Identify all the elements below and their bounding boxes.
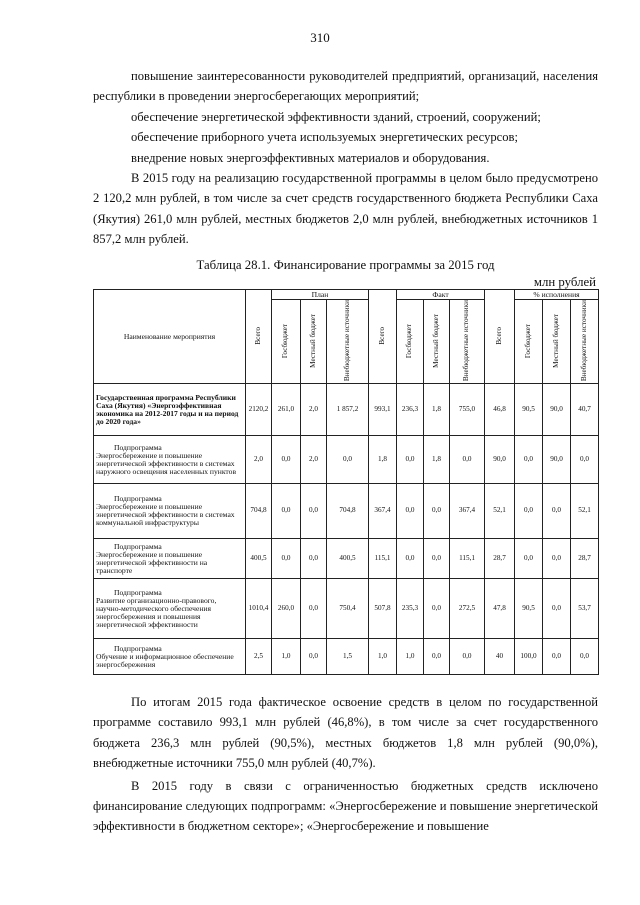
row-value: 750,4 (327, 579, 369, 639)
row-value: 261,0 (272, 384, 301, 436)
row-value: 755,0 (450, 384, 485, 436)
row-value: 1,0 (397, 639, 424, 675)
table-row (94, 484, 599, 539)
row-value: 1010,4 (246, 579, 272, 639)
outro-text (93, 692, 598, 837)
row-value: 0,0 (543, 484, 571, 539)
row-title: Энергосбережение и повышение энергетической эффективности на транспорте (96, 549, 208, 575)
outro-paragraph: В 2015 году в связи с ограниченностью бюджетных средств исключено финансирование следующих подпрограмм: «Энергосбережение и повышение энергетической эффективности в бюджетном секторе»; «Энергосбережение и повышение (93, 778, 598, 834)
row-value: 0,0 (543, 539, 571, 579)
row-value: 272,5 (450, 579, 485, 639)
intro-paragraph: обеспечение приборного учета используемых энергетических ресурсов; (131, 130, 518, 145)
row-value: 115,1 (369, 539, 397, 579)
row-name (94, 436, 246, 484)
row-value: 90,0 (543, 384, 571, 436)
row-name: Государственная программа Республики Саха (Якутия) «Энергоэффективная экономика на 2012-2017 годы и на период до 2020 года» (94, 384, 246, 436)
header-sub-extra: Внебюджетные источники (327, 300, 369, 384)
header-sub-gos: Госбюджет (515, 300, 543, 384)
row-value: 0,0 (272, 484, 301, 539)
table-row (94, 639, 599, 675)
row-prefix: Подпрограмма (114, 643, 162, 653)
row-value: 28,7 (571, 539, 599, 579)
row-value: 0,0 (301, 484, 327, 539)
row-name (94, 539, 246, 579)
row-value: 0,0 (301, 639, 327, 675)
row-value: 90,0 (543, 436, 571, 484)
row-value: 236,3 (397, 384, 424, 436)
row-title: Энергосбережение и повышение энергетической эффективности в системах коммунальной инфраструктуры (96, 502, 235, 528)
row-value: 0,0 (424, 579, 450, 639)
row-value: 2,5 (246, 639, 272, 675)
header-sub-local: Местный бюджет (424, 300, 450, 384)
financing-table (93, 289, 599, 675)
row-prefix: Подпрограмма (114, 541, 162, 551)
row-title: Обучение и информационное обеспечение энергосбережения (96, 651, 234, 669)
row-value: 0,0 (327, 436, 369, 484)
row-value: 1,8 (424, 436, 450, 484)
row-title: Развитие организационно-правового, научно-методического обеспечения энергосбережения и повышения энергетической эффективности (96, 595, 217, 629)
table-caption: Таблица 28.1. Финансирование программы за 2015 год (196, 258, 495, 272)
row-title: Энергосбережение и повышение энергетической эффективности в системах наружного освещения населенных пунктов (96, 450, 237, 476)
header-fact-total: Всего (369, 290, 397, 384)
row-value: 0,0 (397, 436, 424, 484)
intro-paragraph: В 2015 году на реализацию государственной программы в целом было предусмотрено 2 120,2 млн рублей, в том числе за счет средств государственного бюджета Республики Саха (Якутия) 261,0 млн рублей, местных бюджетов 2,0 млн рублей, внебюджетных источников 1 857,2 млн рублей. (93, 171, 598, 247)
row-value: 46,8 (485, 384, 515, 436)
row-value: 0,0 (424, 484, 450, 539)
row-value: 90,5 (515, 579, 543, 639)
header-pct: % исполнения (515, 290, 599, 300)
header-fact: Факт (397, 290, 485, 300)
row-value: 2,0 (246, 436, 272, 484)
header-plan: План (272, 290, 369, 300)
outro-paragraph: По итогам 2015 года фактическое освоение средств в целом по государственной программе составило 993,1 млн рублей (46,8%), в том числе за счет государственного бюджета 236,3 млн рублей (90,5%), местных бюджетов 1,8 млн рублей (90,0%), внебюджетные источники 755,0 млн рублей (40,7%). (93, 695, 598, 771)
row-value: 1,5 (327, 639, 369, 675)
row-prefix: Подпрограмма (114, 587, 162, 597)
row-value: 2,0 (301, 436, 327, 484)
row-value: 53,7 (571, 579, 599, 639)
row-value: 0,0 (397, 539, 424, 579)
row-value: 0,0 (424, 539, 450, 579)
row-value: 90,0 (485, 436, 515, 484)
row-value: 28,7 (485, 539, 515, 579)
row-value: 40,7 (571, 384, 599, 436)
row-value: 1,0 (369, 639, 397, 675)
row-value: 0,0 (424, 639, 450, 675)
row-value: 367,4 (450, 484, 485, 539)
table-row (94, 539, 599, 579)
row-value: 0,0 (301, 539, 327, 579)
row-value: 260,0 (272, 579, 301, 639)
header-sub-local: Местный бюджет (543, 300, 571, 384)
row-value: 704,8 (327, 484, 369, 539)
intro-paragraph: повышение заинтересованности руководителей предприятий, организаций, населения республики в проведении энергосберегающих мероприятий; (93, 69, 598, 104)
header-sub-local: Местный бюджет (301, 300, 327, 384)
row-value: 1,8 (424, 384, 450, 436)
row-value: 1,8 (369, 436, 397, 484)
row-value: 400,5 (246, 539, 272, 579)
header-sub-gos: Госбюджет (272, 300, 301, 384)
table-row (94, 384, 599, 436)
row-value: 2,0 (301, 384, 327, 436)
row-value: 0,0 (515, 436, 543, 484)
header-name: Наименование мероприятия (94, 290, 246, 384)
intro-paragraph: обеспечение энергетической эффективности зданий, строений, сооружений; (131, 109, 541, 124)
row-name (94, 639, 246, 675)
row-value: 0,0 (543, 639, 571, 675)
row-value: 0,0 (571, 639, 599, 675)
row-value: 100,0 (515, 639, 543, 675)
row-value: 0,0 (301, 579, 327, 639)
row-value: 2120,2 (246, 384, 272, 436)
row-value: 47,8 (485, 579, 515, 639)
row-value: 40 (485, 639, 515, 675)
row-value: 704,8 (246, 484, 272, 539)
row-value: 235,3 (397, 579, 424, 639)
row-value: 52,1 (571, 484, 599, 539)
row-value: 0,0 (397, 484, 424, 539)
row-value: 0,0 (515, 539, 543, 579)
header-sub-extra: Внебюджетные источники (571, 300, 599, 384)
row-value: 0,0 (450, 639, 485, 675)
row-value: 52,1 (485, 484, 515, 539)
header-sub-extra: Внебюджетные источники (450, 300, 485, 384)
row-name (94, 579, 246, 639)
intro-paragraph: внедрение новых энергоэффективных материалов и оборудования. (131, 150, 490, 165)
table-unit: млн рублей (533, 275, 596, 289)
row-value: 90,5 (515, 384, 543, 436)
row-prefix: Подпрограмма (114, 494, 162, 504)
row-value: 507,8 (369, 579, 397, 639)
row-name (94, 484, 246, 539)
row-value: 1,0 (272, 639, 301, 675)
table-row (94, 436, 599, 484)
row-value: 1 857,2 (327, 384, 369, 436)
row-value: 0,0 (450, 436, 485, 484)
page-number: 310 (310, 30, 330, 45)
row-value: 0,0 (543, 579, 571, 639)
header-pct-total: Всего (485, 290, 515, 384)
row-prefix: Подпрограмма (114, 442, 162, 452)
table-row (94, 579, 599, 639)
header-sub-gos: Госбюджет (397, 300, 424, 384)
row-value: 0,0 (272, 539, 301, 579)
row-value: 400,5 (327, 539, 369, 579)
intro-text (93, 66, 598, 250)
header-plan-total: Всего (246, 290, 272, 384)
row-value: 993,1 (369, 384, 397, 436)
row-value: 367,4 (369, 484, 397, 539)
row-value: 0,0 (515, 484, 543, 539)
row-value: 115,1 (450, 539, 485, 579)
row-value: 0,0 (272, 436, 301, 484)
row-value: 0,0 (571, 436, 599, 484)
